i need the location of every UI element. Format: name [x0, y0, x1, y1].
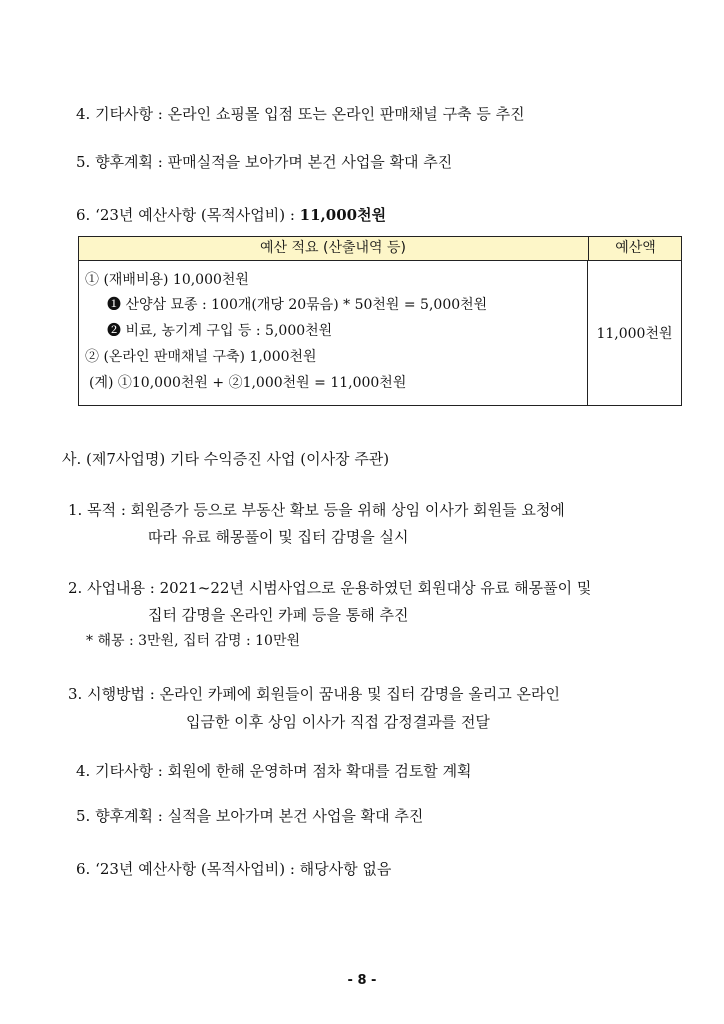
item-6-budget-b: 6. ‘23년 예산사항 (목적사업비) : 해당사항 없음	[76, 860, 392, 878]
item-6-budget-amount: 11,000천원	[299, 206, 387, 224]
item-3-method-line2: 입금한 이후 상임 이사가 직접 감정결과를 전달	[186, 713, 490, 731]
header-amount: 예산액	[588, 237, 682, 260]
item-5-future-plan-b: 5. 향후계획 : 실적을 보아가며 본건 사업을 확대 추진	[76, 807, 424, 825]
page-number: - 8 -	[347, 973, 377, 988]
budget-line-cultivation: ① (재배비용) 10,000천원	[85, 272, 249, 288]
budget-line-seedlings: ❶ 산양삼 묘종 : 100개(개당 20묶음) * 50천원 = 5,000천원	[107, 297, 488, 313]
budget-line-fertilizer: ❷ 비료, 농기계 구입 등 : 5,000천원	[107, 323, 333, 339]
item-6-budget	[76, 205, 386, 225]
item-4-other-matters: 4. 기타사항 : 온라인 쇼핑몰 입점 또는 온라인 판매채널 구축 등 추진	[76, 105, 525, 123]
item-2-price-note: * 해몽 : 3만원, 집터 감명 : 10만원	[86, 633, 300, 649]
budget-line-online-channel: ② (온라인 판매채널 구축) 1,000천원	[85, 349, 317, 365]
item-2-business-line1: 2. 사업내용 : 2021~22년 시범사업으로 운용하였던 회원대상 유료 해몽풀이 및	[68, 579, 592, 597]
item-3-method-line1: 3. 시행방법 : 온라인 카페에 회원들이 꿈내용 및 집터 감명을 올리고 온라인	[68, 685, 561, 703]
item-1-purpose-line2: 따라 유료 해몽풀이 및 집터 감명을 실시	[148, 528, 409, 546]
item-6-budget-label: 6. ‘23년 예산사항 (목적사업비) :	[76, 206, 300, 224]
budget-table	[78, 236, 682, 406]
budget-table-header	[79, 237, 681, 261]
item-1-purpose-line1: 1. 목적 : 회원증가 등으로 부동산 확보 등을 위해 상임 이사가 회원들 요청에	[68, 501, 565, 519]
item-4-other-matters-b: 4. 기타사항 : 회원에 한해 운영하며 점차 확대를 검토할 계획	[76, 762, 472, 780]
item-2-business-line2: 집터 감명을 온라인 카페 등을 통해 추진	[148, 606, 409, 624]
budget-line-total: (계) ①10,000천원 + ②1,000천원 = 11,000천원	[89, 375, 407, 391]
budget-amount: 11,000천원	[596, 325, 673, 342]
header-description: 예산 적요 (산출내역 등)	[260, 240, 406, 256]
section-heading: 사. (제7사업명) 기타 수익증진 사업 (이사장 주관)	[62, 450, 390, 468]
item-5-future-plan: 5. 향후계획 : 판매실적을 보아가며 본건 사업을 확대 추진	[76, 153, 453, 171]
